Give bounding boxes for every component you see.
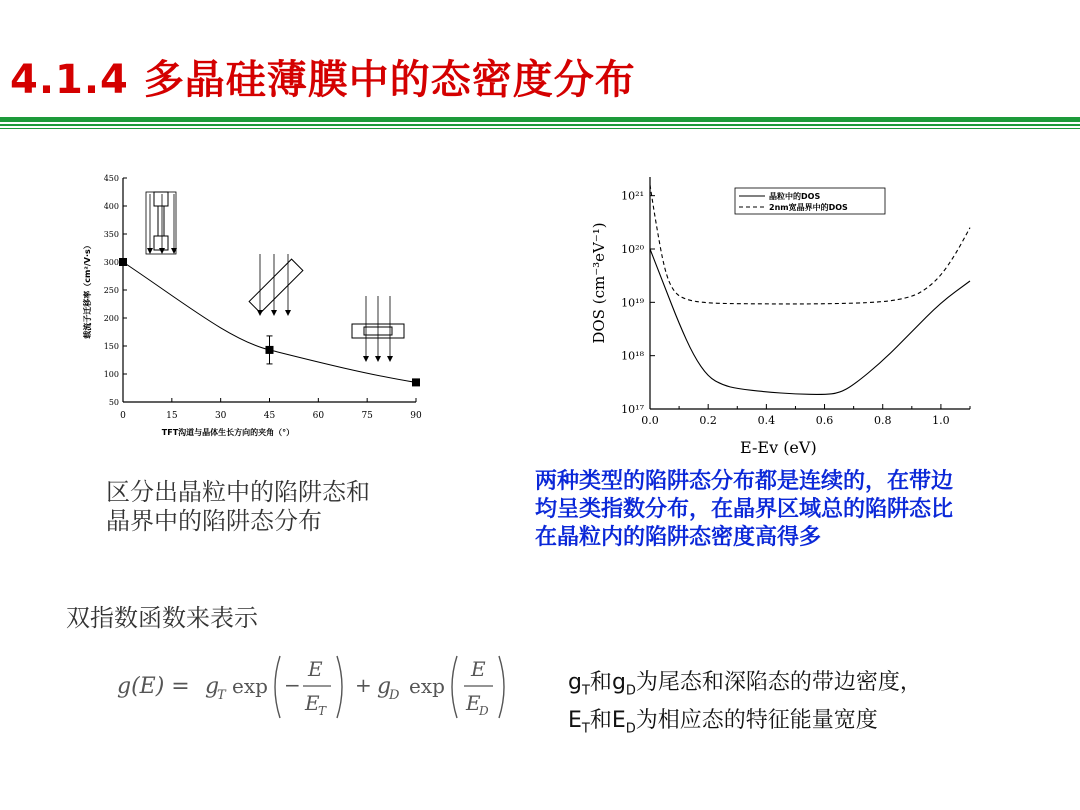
x-tick-label: 45 <box>263 411 276 421</box>
mobility-chart <box>78 170 438 455</box>
formula-gT-sub: T <box>217 688 226 703</box>
formula-ED-sub: D <box>479 704 489 718</box>
x-tick-label: 30 <box>214 411 227 421</box>
legend-label: 晶粒中的DOS <box>769 192 821 201</box>
data-point <box>412 378 420 386</box>
formula-E-num2: E <box>471 657 486 681</box>
page-title: 4.1.4 多晶硅薄膜中的态密度分布 <box>10 57 636 103</box>
y-axis-label: 载流子迁移率（cm²/V·s） <box>83 241 92 339</box>
right-caption-line3: 在晶粒内的陷阱态密度高得多 <box>535 525 822 550</box>
y-tick-label: 200 <box>103 314 119 323</box>
formula-lhs: g(E) = <box>117 674 190 699</box>
formula-gD-sub: D <box>389 688 400 703</box>
right-caption <box>535 468 1075 552</box>
formula-note-line1: $g_T$和$g_D$为尾态和深陷态的带边密度， <box>568 670 922 699</box>
y-tick-label: 100 <box>103 370 119 379</box>
x-tick-label: 0.0 <box>641 414 659 427</box>
y-tick-label: 350 <box>103 230 119 239</box>
x-tick-label: 0 <box>120 411 126 421</box>
x-tick-label: 0.2 <box>699 414 717 427</box>
x-tick-label: 15 <box>166 411 178 421</box>
x-tick-label: 1.0 <box>932 414 950 427</box>
formula-E-den2: E <box>466 691 481 715</box>
y-tick-label: 10²¹ <box>621 189 644 203</box>
mobility-chart-axes <box>82 174 422 437</box>
dos-chart-marks <box>650 185 970 394</box>
x-axis-label: E-Ev (eV) <box>740 438 817 457</box>
y-tick-label: 10¹⁸ <box>621 349 644 363</box>
y-tick-label: 300 <box>103 258 119 267</box>
y-axis-label: DOS (cm⁻³eV⁻¹) <box>590 222 608 344</box>
mobility-chart-insets <box>146 192 404 362</box>
formula-exp2: exp <box>409 674 445 698</box>
formula-minus: − <box>284 673 301 697</box>
x-tick-label: 75 <box>361 411 373 421</box>
dos-chart-legend <box>735 188 885 214</box>
title-underline-hairline <box>0 128 1080 129</box>
formula-ET-sub: T <box>318 704 327 718</box>
right-caption-line2: 均呈类指数分布，在晶界区域总的陷阱态比 <box>535 497 954 522</box>
y-tick-label: 50 <box>108 398 119 407</box>
formula-intro: 双指数函数来表示 <box>66 604 258 632</box>
x-tick-label: 0.6 <box>815 414 834 427</box>
dos-formula <box>115 648 515 726</box>
y-tick-label: 150 <box>103 342 119 351</box>
x-tick-label: 60 <box>312 411 325 421</box>
formula-gD: g <box>377 674 392 699</box>
formula-exp1: exp <box>232 674 268 698</box>
mobility-chart-marks <box>119 258 420 386</box>
x-axis-label: TFT沟道与晶体生长方向的夹角（°） <box>161 428 295 437</box>
y-tick-label: 250 <box>103 286 119 295</box>
y-tick-label: 10¹⁹ <box>621 296 644 310</box>
dos-chart-axes <box>590 177 970 457</box>
formula-paren-right-1 <box>337 656 342 718</box>
grain-dos-curve <box>650 249 970 394</box>
right-caption-line1: 两种类型的陷阱态分布都是连续的，在带边 <box>535 469 954 494</box>
y-tick-label: 10¹⁷ <box>621 403 644 416</box>
channel-illustration-45deg <box>249 254 303 316</box>
data-point <box>119 258 127 266</box>
formula-gT: g <box>205 674 220 699</box>
channel-illustration-90deg <box>352 296 404 362</box>
channel-illustration-0deg <box>146 192 177 254</box>
legend-label: 2nm宽晶界中的DOS <box>769 203 848 212</box>
left-caption-line1: 区分出晶粒中的陷阱态和 <box>106 478 370 506</box>
y-tick-label: 400 <box>103 202 119 211</box>
y-tick-label: 10²⁰ <box>621 243 644 256</box>
formula-note <box>568 668 922 745</box>
formula-plus: + <box>355 673 372 697</box>
formula-E-num1: E <box>308 657 323 681</box>
formula-paren-left-1 <box>275 656 280 718</box>
y-tick-label: 450 <box>103 174 119 183</box>
formula-paren-left-2 <box>452 656 457 718</box>
title-underline <box>0 117 1080 122</box>
left-caption-line2: 晶界中的陷阱态分布 <box>106 507 322 535</box>
left-caption <box>106 478 370 536</box>
title-underline-thin <box>0 124 1080 126</box>
formula-paren-right-2 <box>499 656 504 718</box>
dos-chart <box>588 172 980 462</box>
x-tick-label: 0.4 <box>757 414 776 427</box>
formula-E-den1: E <box>305 691 320 715</box>
x-tick-label: 90 <box>410 411 422 421</box>
formula-note-line2: $E_T$和$E_D$为相应态的特征能量宽度 <box>568 708 878 737</box>
x-tick-label: 0.8 <box>873 414 892 427</box>
